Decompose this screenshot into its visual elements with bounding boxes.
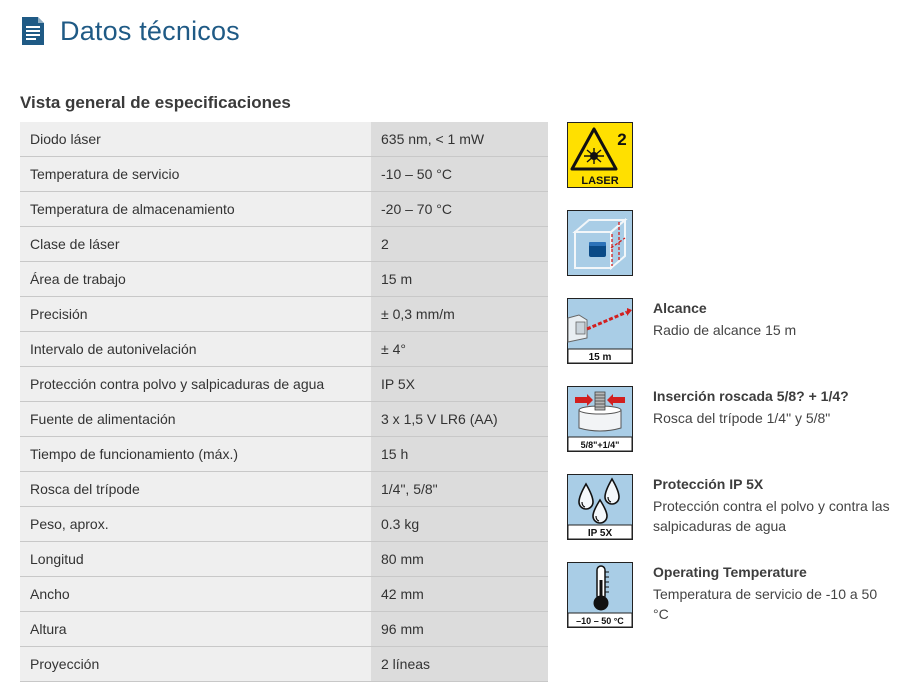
spec-label: Longitud — [20, 542, 371, 577]
spec-value: -20 – 70 °C — [371, 192, 548, 227]
range-icon — [567, 298, 633, 364]
temperature-title: Operating Temperature — [653, 564, 807, 580]
spec-label: Peso, aprox. — [20, 507, 371, 542]
spec-label: Precisión — [20, 297, 371, 332]
table-row — [20, 122, 548, 157]
cross-line-cube-icon — [567, 210, 633, 276]
spec-value: 635 nm, < 1 mW — [371, 122, 548, 157]
water-drops-icon — [567, 474, 633, 540]
thermometer-icon — [567, 562, 633, 628]
spec-label: Intervalo de autonivelación — [20, 332, 371, 367]
thread-description: Rosca del trípode 1/4" y 5/8" — [653, 410, 831, 426]
spec-value: 0.3 kg — [371, 507, 548, 542]
ip-caption: IP 5X — [587, 528, 613, 539]
temperature-description: Temperatura de servicio de -10 a 50 °C — [653, 586, 878, 622]
spec-label: Ancho — [20, 577, 371, 612]
spec-value: 96 mm — [371, 612, 548, 647]
spec-label: Clase de láser — [20, 227, 371, 262]
table-row — [20, 577, 548, 612]
spec-value: IP 5X — [371, 367, 548, 402]
spec-value: ± 0,3 mm/m — [371, 297, 548, 332]
table-row — [20, 367, 548, 402]
spec-table — [20, 122, 548, 682]
range-description: Radio de alcance 15 m — [653, 322, 797, 338]
spec-value: 2 líneas — [371, 647, 548, 682]
ip-title: Protección IP 5X — [653, 476, 764, 492]
spec-label: Área de trabajo — [20, 262, 371, 297]
table-row — [20, 402, 548, 437]
tripod-thread-icon — [567, 386, 633, 452]
table-row — [20, 472, 548, 507]
table-row — [20, 332, 548, 367]
spec-label: Proyección — [20, 647, 371, 682]
spec-value: 2 — [371, 227, 548, 262]
table-row — [20, 262, 548, 297]
table-row — [20, 297, 548, 332]
range-caption: 15 m — [588, 352, 612, 363]
page-header — [20, 14, 240, 48]
laser-class-2-icon — [567, 122, 633, 188]
spec-label: Temperatura de almacenamiento — [20, 192, 371, 227]
thread-caption: 5/8"+1/4" — [580, 440, 620, 450]
spec-value: 1/4", 5/8" — [371, 472, 548, 507]
spec-label: Diodo láser — [20, 122, 371, 157]
spec-label: Altura — [20, 612, 371, 647]
table-row — [20, 612, 548, 647]
document-icon — [20, 16, 46, 46]
spec-label: Temperatura de servicio — [20, 157, 371, 192]
spec-label: Protección contra polvo y salpicaduras de agua — [20, 367, 371, 402]
spec-value: 15 h — [371, 437, 548, 472]
ip-description: Protección contra el polvo y contra las salpicaduras de agua — [653, 498, 890, 534]
temperature-caption: –10 – 50 °C — [576, 616, 624, 626]
laser-caption: LASER — [581, 175, 619, 187]
spec-label: Tiempo de funcionamiento (máx.) — [20, 437, 371, 472]
section-title: Vista general de especificaciones — [20, 93, 291, 112]
spec-value: 80 mm — [371, 542, 548, 577]
page-title: Datos técnicos — [60, 15, 240, 46]
table-row — [20, 507, 548, 542]
spec-value: -10 – 50 °C — [371, 157, 548, 192]
laser-class-number: 2 — [617, 130, 627, 149]
spec-value: 3 x 1,5 V LR6 (AA) — [371, 402, 548, 437]
table-row — [20, 192, 548, 227]
table-row — [20, 157, 548, 192]
spec-value: ± 4° — [371, 332, 548, 367]
table-row — [20, 647, 548, 682]
table-row — [20, 227, 548, 262]
table-row — [20, 542, 548, 577]
spec-value: 42 mm — [371, 577, 548, 612]
spec-label: Fuente de alimentación — [20, 402, 371, 437]
thread-title: Inserción roscada 5/8? + 1/4? — [653, 388, 849, 404]
spec-label: Rosca del trípode — [20, 472, 371, 507]
range-title: Alcance — [653, 300, 707, 316]
table-row — [20, 437, 548, 472]
spec-value: 15 m — [371, 262, 548, 297]
